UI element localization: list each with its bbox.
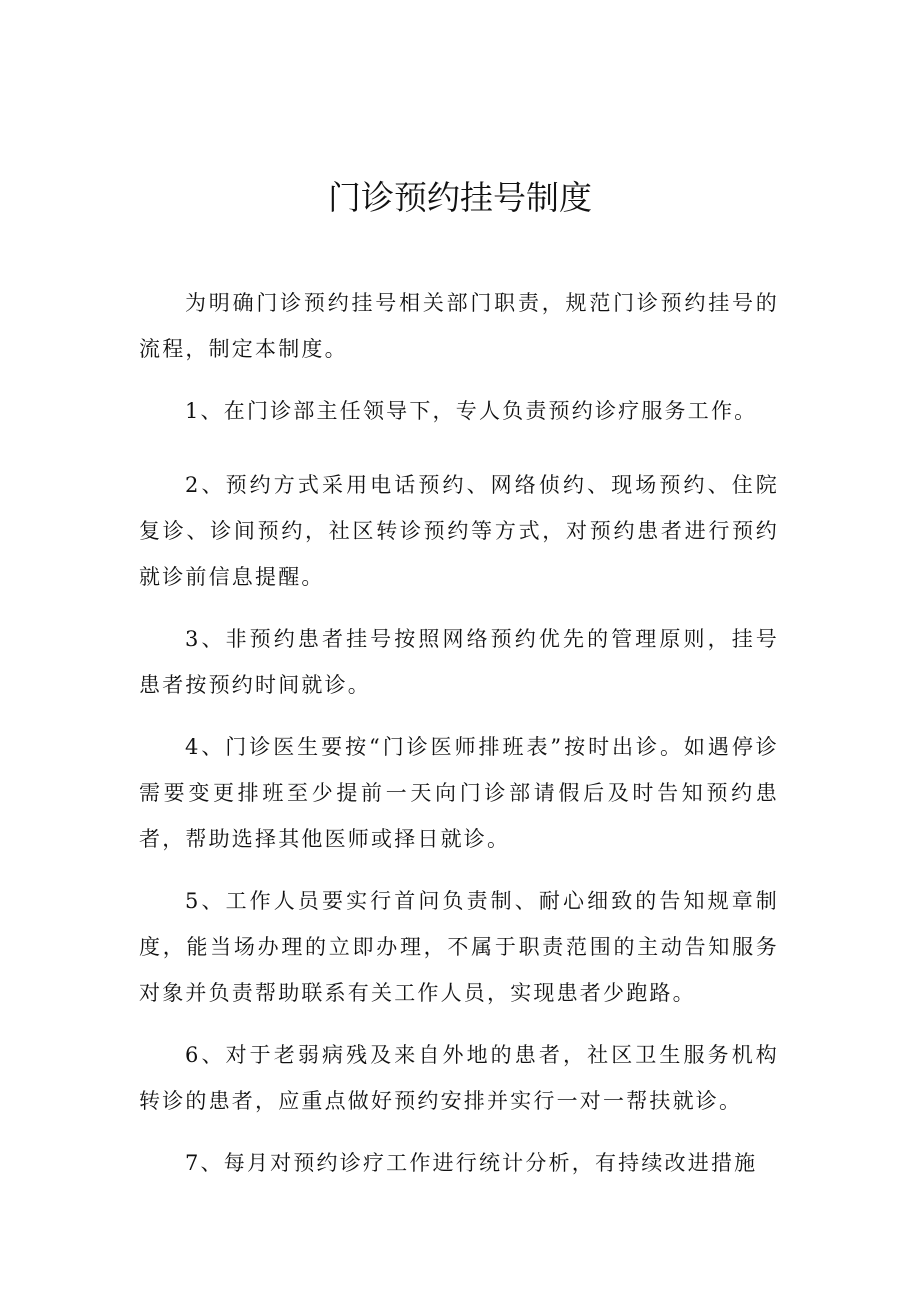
paragraph-item-1: 1、在门诊部主任领导下，专人负责预约诊疗服务工作。 xyxy=(185,399,758,423)
paragraph-item-3: 3、非预约患者挂号按照网络预约优先的管理原则，挂号患者按预约时间就诊。 xyxy=(139,627,779,697)
document-body xyxy=(139,280,779,1186)
paragraph-intro: 为明确门诊预约挂号相关部门职责，规范门诊预约挂号的流程，制定本制度。 xyxy=(139,291,779,361)
paragraph-item-4: 4、门诊医生要按“门诊医师排班表”按时出诊。如遇停诊需要变更排班至少提前一天向门诊部请假后及时告知预约患者，帮助选择其他医师或择日就诊。 xyxy=(139,735,779,851)
paragraph-item-7: 7、每月对预约诊疗工作进行统计分析，有持续改进措施 xyxy=(185,1151,758,1175)
paragraph-item-6: 6、对于老弱病残及来自外地的患者，社区卫生服务机构转诊的患者，应重点做好预约安排并实行一对一帮扶就诊。 xyxy=(139,1043,779,1113)
paragraph-item-2: 2、预约方式采用电话预约、网络侦约、现场预约、住院复诊、诊间预约，社区转诊预约等方式，对预约患者进行预约就诊前信息提醒。 xyxy=(139,473,779,589)
document-title: 门诊预约挂号制度 xyxy=(328,178,592,217)
paragraph-item-5: 5、工作人员要实行首问负责制、耐心细致的告知规章制度，能当场办理的立即办理，不属于职责范围的主动告知服务对象并负责帮助联系有关工作人员，实现患者少跑路。 xyxy=(139,889,779,1005)
